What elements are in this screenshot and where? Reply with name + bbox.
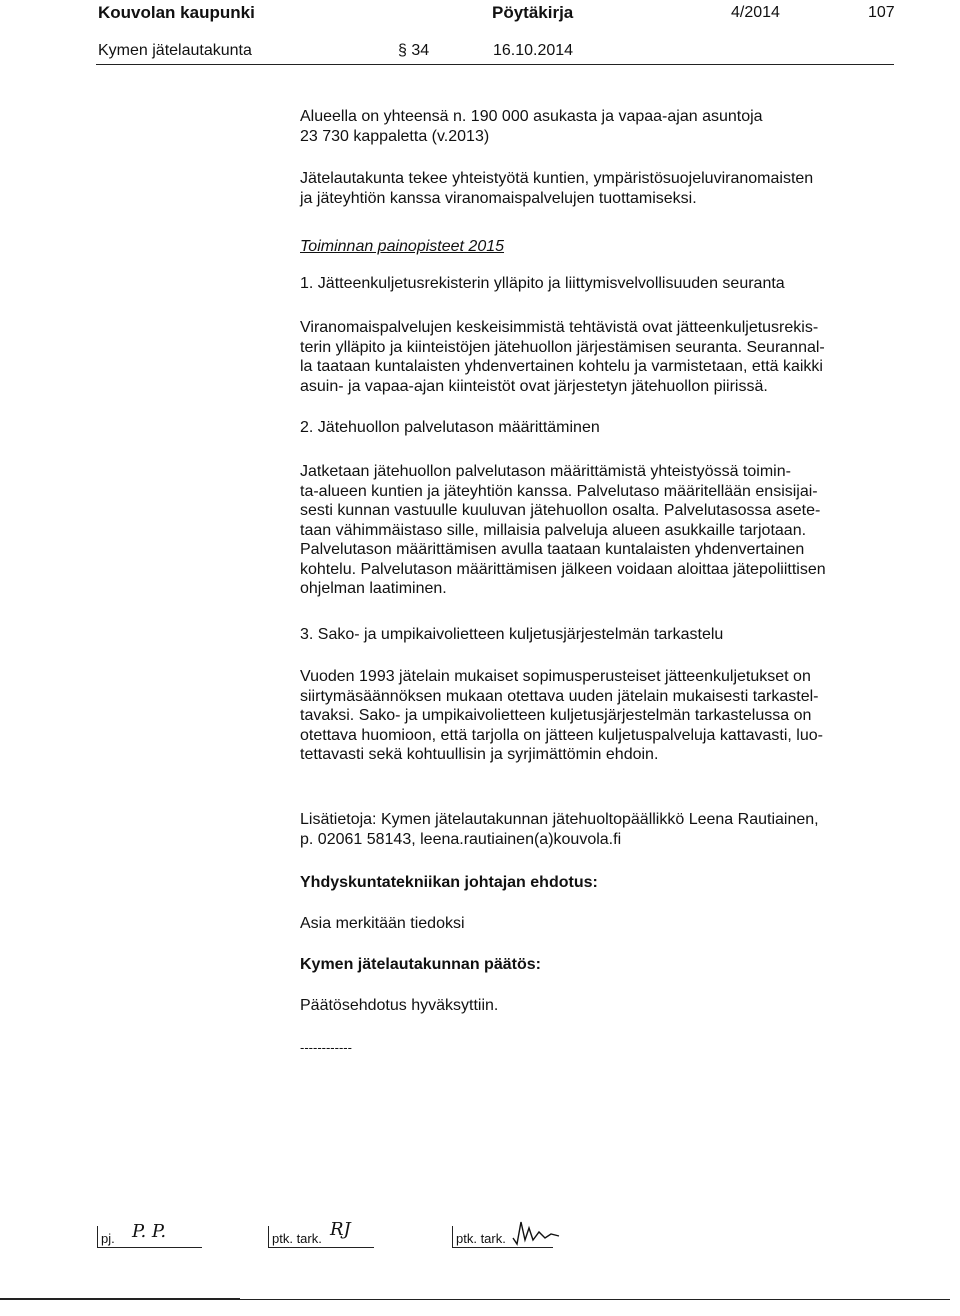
board-name: Kymen jätelautakunta xyxy=(98,42,252,59)
section-number: § 34 xyxy=(398,42,430,59)
priorities-heading: Toiminnan painopisteet 2015 xyxy=(300,238,505,255)
cooperation-paragraph: Jätelautakunta tekee yhteistyötä kuntien, ympäristösuojeluviranomaisten ja jäteyhtiön kanssa viranomaispalvelujen tuottamiseksi. xyxy=(300,170,814,207)
meeting-date: 16.10.2014 xyxy=(493,42,574,59)
ptk2-signature xyxy=(511,1218,561,1246)
item1-heading: 1. Jätteenkuljetusrekisterin ylläpito ja liittymisvelvollisuuden seuranta xyxy=(300,275,785,292)
header-rule xyxy=(96,64,894,65)
footer-rule-right xyxy=(240,1299,950,1300)
document-type: Pöytäkirja xyxy=(492,3,574,22)
item3-paragraph: Vuoden 1993 jätelain mukaiset sopimusperusteiset jätteenkuljetukset on siirtymäsäännöksen mukaan otettava uuden jätelain mukaisesti tarkastel- tavaksi. Sako- ja umpikaivolietteen kuljetusjärjestelmän tarkastelussa on otettava huomioon, että tarjolla on jätteen kuljetuspalveluja kattavasti, luo- tettavasti sekä kohtuullisin ja syrjimättömin ehdoin. xyxy=(300,668,823,763)
item1-paragraph: Viranomaispalvelujen keskeisimmistä tehtävistä ovat jätteenkuljetusrekis- terin ylläpito ja kiinteistöjen jätehuollon järjestämisen seuranta. Seurannal- la taataan kuntalaisten yhdenvertainen kohtelu ja varmistetaan, että kaikki asuin- ja vapaa-ajan kiinteistöt ovat järjestetyn jätehuollon piirissä. xyxy=(300,319,825,395)
item2-paragraph: Jatketaan jätehuollon palvelutason määrittämistä yhteistyössä toimin- ta-alueen kuntien ja jäteyhtiön kanssa. Palvelutaso määritellään ensisijai- sesti kunnan vastuulle kuuluvan jätehuollon osalta. Palvelutasossa asete- taan vähimmäistaso sille, millaisia palveluja alueen asukkaille tarjotaan. Palvelutason määrittämisen avulla taataan kuntalaisten yhdenvertainen kohtelu. Palvelutason määrittämisen jälkeen voidaan aloittaa jätepoliittisen ohjelman laatiminen. xyxy=(300,463,826,597)
item2-heading: 2. Jätehuollon palvelutason määrittäminen xyxy=(300,419,600,436)
page-number: 107 xyxy=(868,4,895,21)
pj-signature: P. P. xyxy=(132,1221,167,1242)
contact-info: Lisätietoja: Kymen jätelautakunnan jätehuoltopäällikkö Leena Rautiainen, p. 02061 58143, leena.rautiainen(a)kouvola.fi xyxy=(300,811,819,848)
decision-heading: Kymen jätelautakunnan päätös: xyxy=(300,956,541,973)
decision-text: Päätösehdotus hyväksyttiin. xyxy=(300,997,499,1014)
area-paragraph: Alueella on yhteensä n. 190 000 asukasta ja vapaa-ajan asuntoja 23 730 kappaletta (v.2013) xyxy=(300,108,763,145)
proposal-heading: Yhdyskuntatekniikan johtajan ehdotus: xyxy=(300,874,598,891)
ptk1-label: ptk. tark. xyxy=(272,1231,322,1246)
separator-dashes: ------------ xyxy=(300,1040,352,1055)
ptk2-label: ptk. tark. xyxy=(456,1231,506,1246)
proposal-text: Asia merkitään tiedoksi xyxy=(300,915,465,932)
pj-label: pj. xyxy=(101,1231,115,1246)
footer-rule-left xyxy=(0,1298,240,1300)
issue-number: 4/2014 xyxy=(731,4,780,21)
item3-heading: 3. Sako- ja umpikaivolietteen kuljetusjärjestelmän tarkastelu xyxy=(300,626,724,643)
city-name: Kouvolan kaupunki xyxy=(98,3,255,22)
ptk1-signature: RJ xyxy=(330,1219,351,1240)
